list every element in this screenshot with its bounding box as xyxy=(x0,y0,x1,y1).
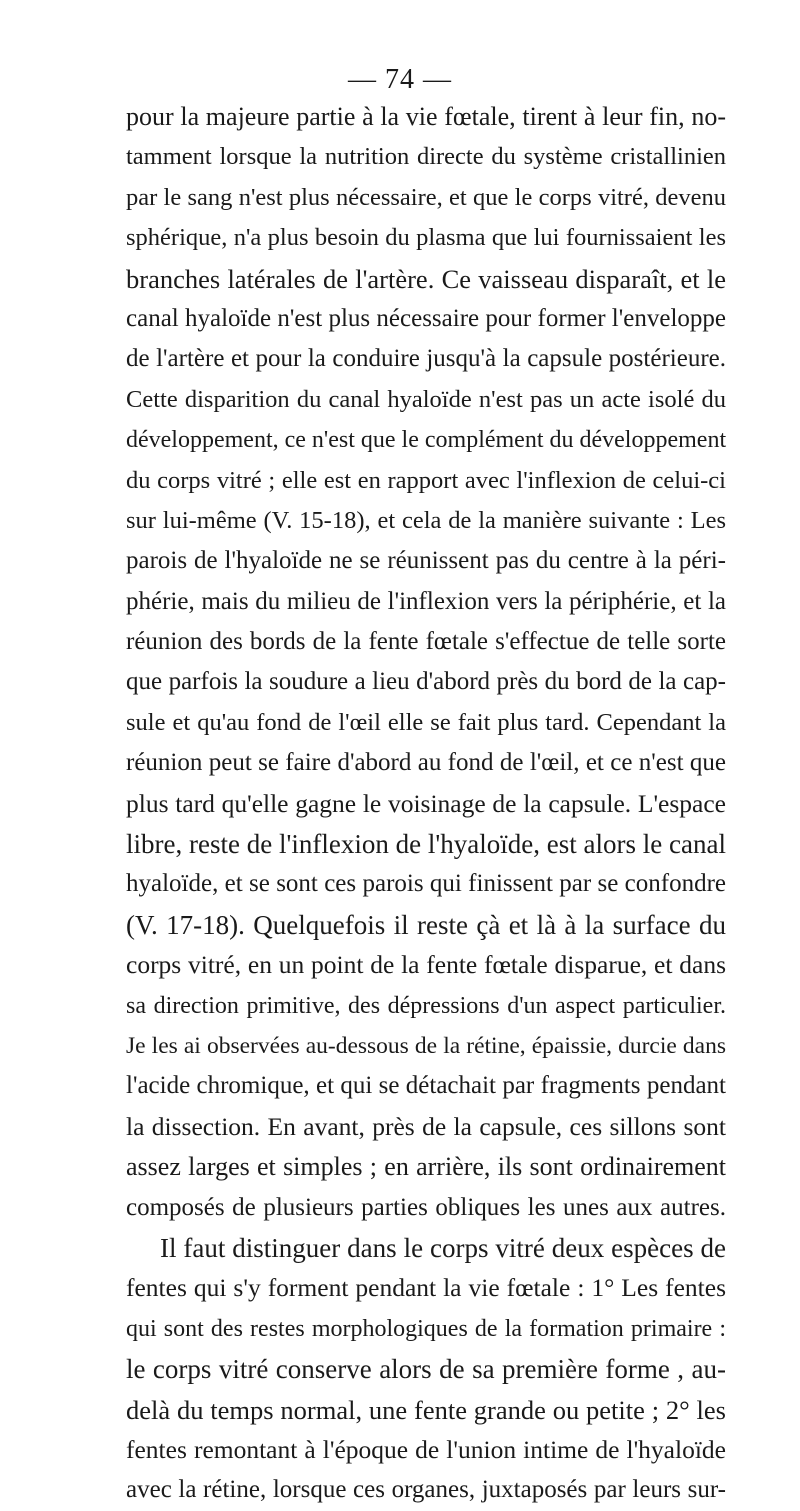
text-line: sa direction primitive, des dépressions d'un aspect particulier. xyxy=(126,992,726,1019)
text-line: le corps vitré conserve alors de sa première forme , au- xyxy=(126,1354,726,1385)
text-line: corps vitré, en un point de la fente fœtale disparue, et dans xyxy=(126,950,726,980)
text-line: hyaloïde, et se sont ces parois qui finissent par se confondre xyxy=(126,870,726,898)
text-line: assez larges et simples ; en arrière, ils sont ordinairement xyxy=(126,1152,726,1182)
text-line: libre, reste de l'inflexion de l'hyaloïde, est alors le canal xyxy=(126,829,726,860)
text-line: réunion des bords de la fente fœtale s'effectue de telle sorte xyxy=(126,628,726,656)
page-number: — 74 — xyxy=(348,64,452,95)
text-line: avec la rétine, lorsque ces organes, juxtaposés par leurs sur- xyxy=(126,1476,726,1504)
text-line: fentes qui s'y forment pendant la vie fœtale : 1° Les fentes xyxy=(126,1273,726,1303)
text-line: réunion peut se faire d'abord au fond de l'œil, et ce n'est que xyxy=(126,749,726,777)
text-line: par le sang n'est plus nécessaire, et que le corps vitré, devenu xyxy=(126,183,726,211)
text-line: branches latérales de l'artère. Ce vaisseau disparaît, et le xyxy=(126,263,726,294)
text-line: (V. 17-18). Quelquefois il reste çà et là à la surface du xyxy=(126,909,726,940)
text-line: phérie, mais du milieu de l'inflexion vers la périphérie, et la xyxy=(126,587,726,615)
text-line: la dissection. En avant, près de la capsule, ces sillons sont xyxy=(126,1111,726,1141)
text-line: pour la majeure partie à la vie fœtale, tirent à leur fin, no- xyxy=(126,102,726,131)
text-line: tamment lorsque la nutrition directe du système cristallinien xyxy=(126,143,726,171)
text-line: sphérique, n'a plus besoin du plasma que lui fournissaient les xyxy=(126,224,726,252)
text-line: parois de l'hyaloïde ne se réunissent pas du centre à la péri- xyxy=(126,547,726,575)
text-line: sur lui-même (V. 15-18), et cela de la manière suivante : Les xyxy=(126,506,726,534)
text-line: canal hyaloïde n'est plus nécessaire pour former l'enveloppe xyxy=(126,304,726,332)
text-line: de l'artère et pour la conduire jusqu'à la capsule postérieure. xyxy=(126,345,726,373)
body-text xyxy=(126,97,726,1511)
text-line: sule et qu'au fond de l'œil elle se fait plus tard. Cependant la xyxy=(126,708,726,736)
text-line: composés de plusieurs parties obliques les unes aux autres. xyxy=(126,1193,726,1221)
text-line: Cette disparition du canal hyaloïde n'est pas un acte isolé du xyxy=(126,385,726,413)
text-line: Il faut distinguer dans le corps vitré deux espèces de xyxy=(160,1232,726,1263)
text-line: delà du temps normal, une fente grande ou petite ; 2° les xyxy=(126,1394,726,1425)
text-line: Je les ai observées au-dessous de la rétine, épaissie, durcie dans xyxy=(126,1032,726,1059)
text-line: que parfois la soudure a lieu d'abord près du bord de la cap- xyxy=(126,668,726,696)
text-line: l'acide chromique, et qui se détachait par fragments pendant xyxy=(126,1072,726,1100)
text-line: développement, ce n'est que le complément du développement xyxy=(126,427,727,454)
text-line: du corps vitré ; elle est en rapport avec l'inflexion de celui-ci xyxy=(126,466,726,494)
text-line: fentes remontant à l'époque de l'union intime de l'hyaloïde xyxy=(126,1434,726,1464)
text-line: qui sont des restes morphologiques de la formation primaire : xyxy=(126,1315,726,1342)
text-line: plus tard qu'elle gagne le voisinage de la capsule. L'espace xyxy=(126,788,726,818)
